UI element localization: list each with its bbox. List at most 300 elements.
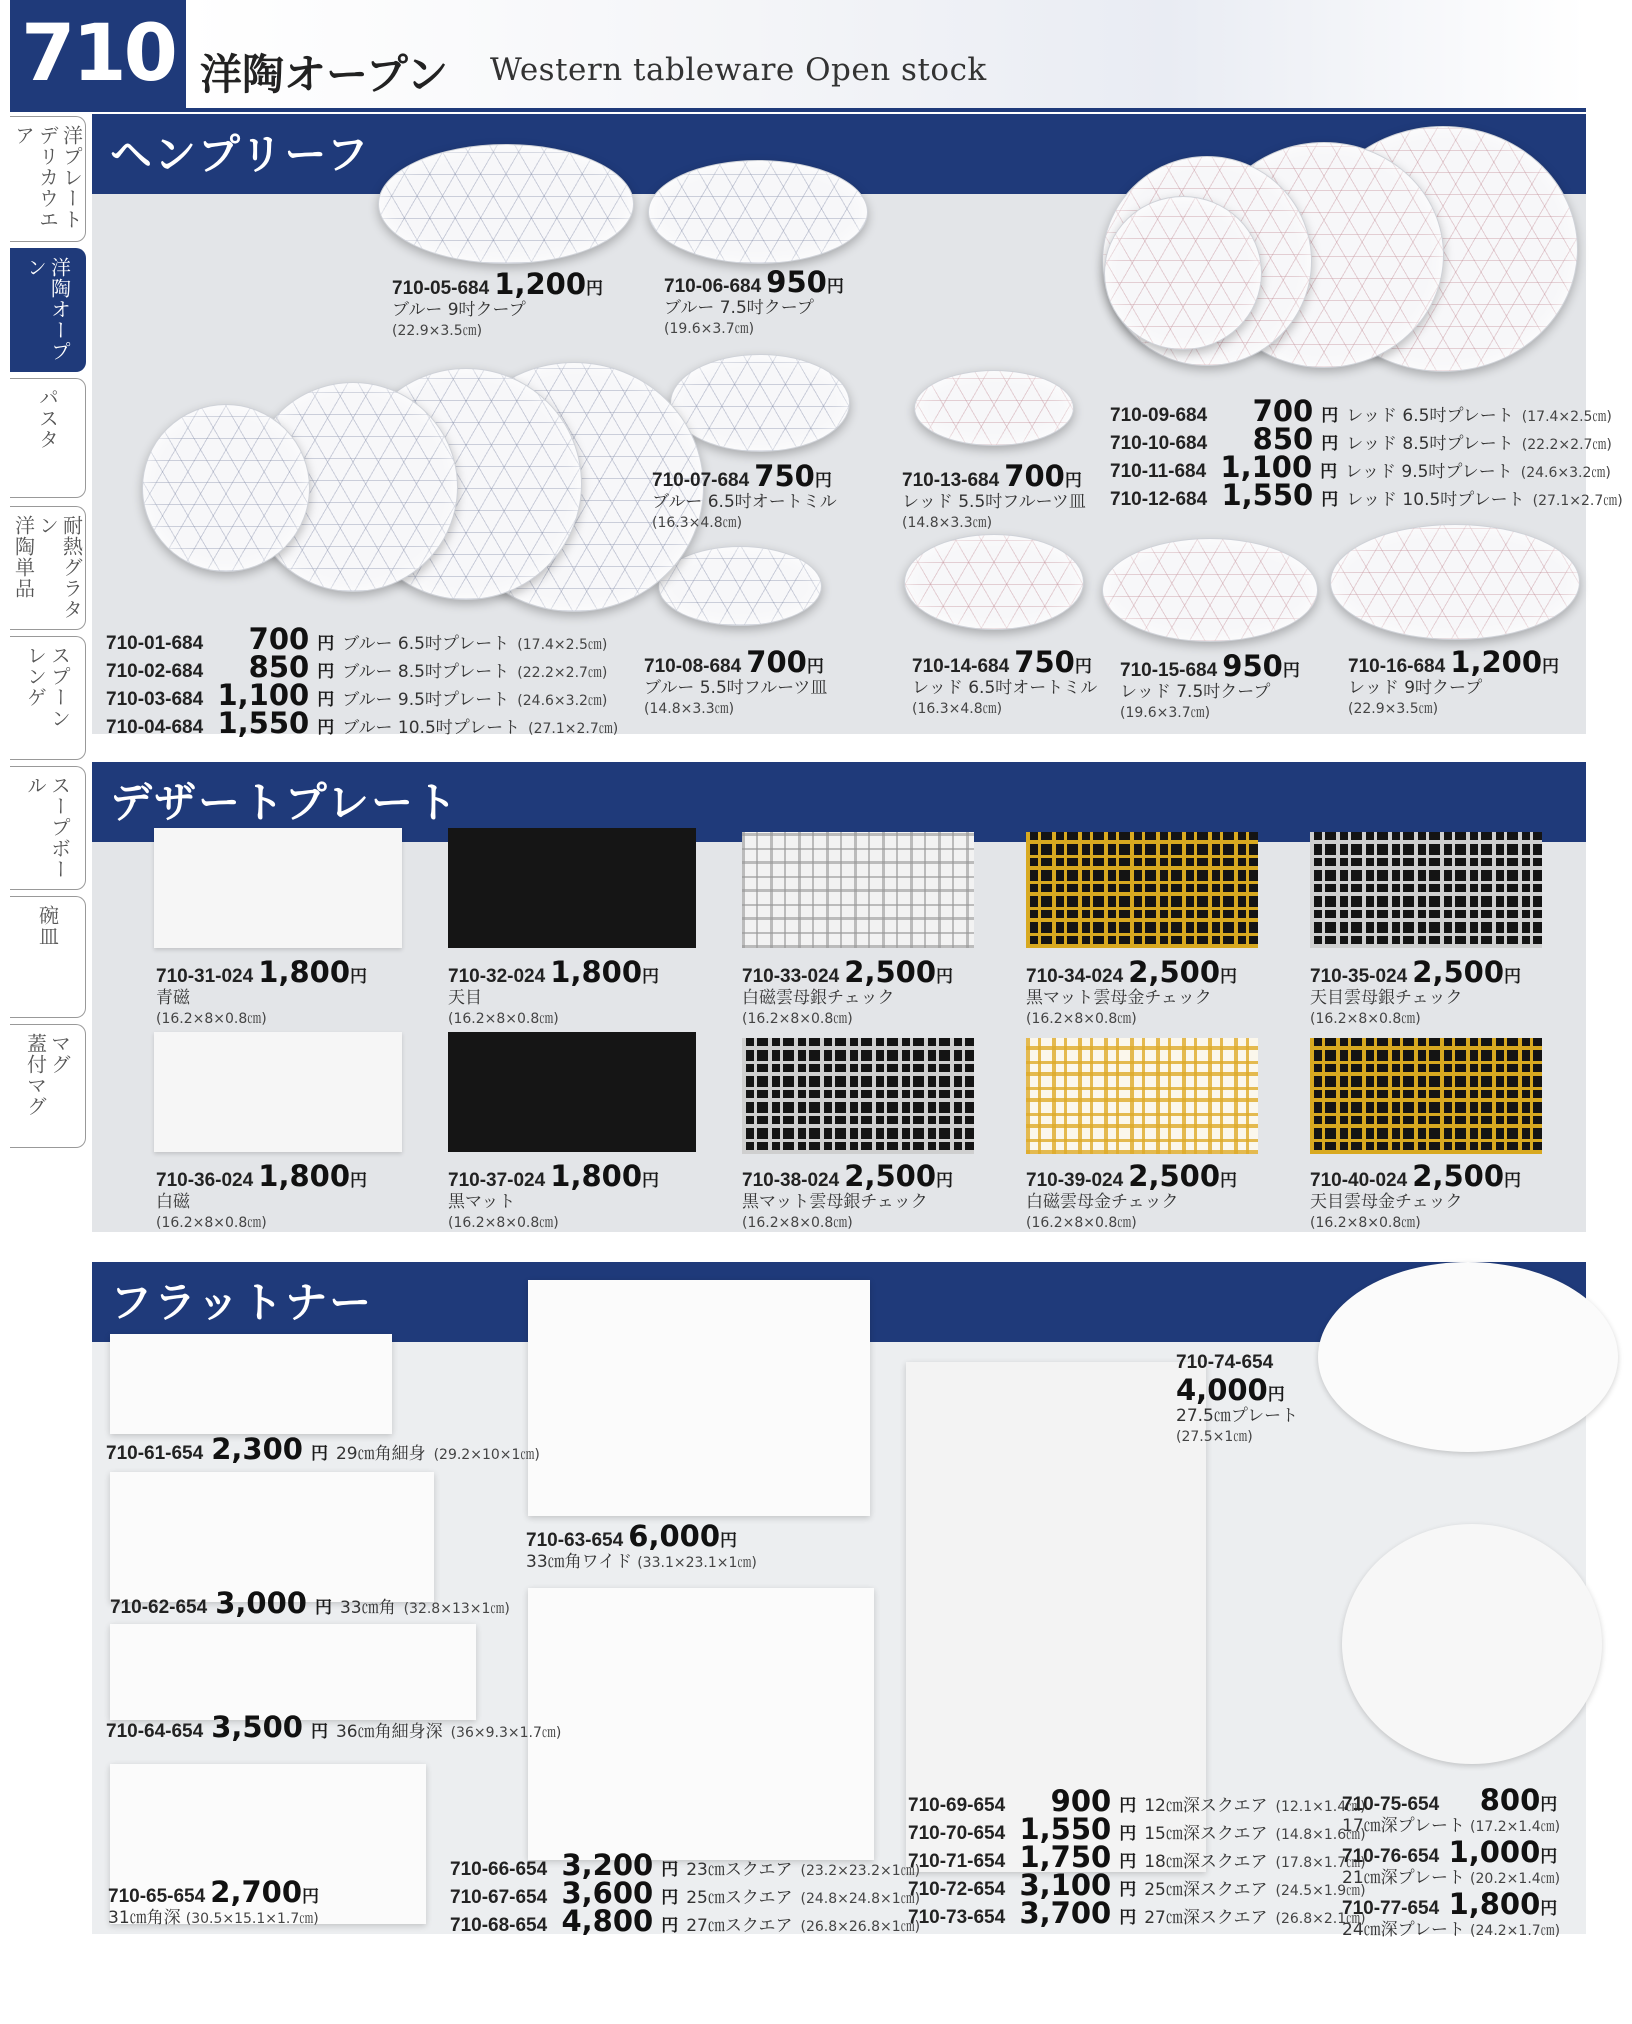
product-710-32: [448, 956, 659, 1027]
product-code: 710-02-684: [106, 661, 204, 682]
product-name: 白磁雲母銀チェック: [742, 988, 895, 1009]
product-name: レッド 9.5吋プレート: [1345, 462, 1513, 482]
yen-mark: 円: [1119, 1908, 1137, 1928]
side-tab-label: スプーン: [47, 645, 72, 729]
product-name: 29㎝角細身: [335, 1444, 426, 1464]
product-size: (16.2×8×0.8㎝): [742, 1214, 853, 1231]
side-tab-pasta[interactable]: [10, 378, 86, 498]
product-price: 2,500: [844, 955, 937, 989]
product-name: 18㎝深スクエア: [1144, 1852, 1268, 1872]
product-name: 黒マット雲母銀チェック: [742, 1192, 928, 1213]
product-price: 800: [1479, 1783, 1541, 1817]
product-name: 33㎝角ワイド: [526, 1552, 633, 1573]
product-price: 1,100: [217, 678, 310, 712]
product-710-40: [1310, 1160, 1521, 1231]
yen-mark: 円: [1119, 1852, 1137, 1872]
product-code: 710-39-024: [1026, 1170, 1124, 1191]
product-code: 710-07-684: [652, 470, 750, 491]
product-size: (33.1×23.1×1㎝): [637, 1555, 757, 1572]
product-710-68: [450, 1904, 920, 1938]
yen-mark: 円: [317, 690, 335, 710]
yen-mark: 円: [317, 634, 335, 654]
product-name: 黒マット雲母金チェック: [1026, 988, 1212, 1009]
product-size: (14.8×3.3㎝): [902, 514, 993, 531]
product-code: 710-04-684: [106, 717, 204, 738]
product-size: (16.2×8×0.8㎝): [448, 1214, 559, 1231]
section-hemp-leaf: [92, 114, 1623, 740]
dessert-plate-image-31: [154, 828, 402, 948]
product-name: 27㎝スクエア: [686, 1916, 793, 1936]
product-710-07: [652, 460, 837, 531]
side-tab-label: 洋プレート: [59, 125, 84, 230]
product-code: 710-66-654: [450, 1859, 548, 1880]
product-size: (12.1×1.4㎝): [1275, 1799, 1366, 1815]
product-710-05: [392, 268, 603, 339]
product-size: (16.2×8×0.8㎝): [448, 1010, 559, 1027]
product-code: 710-74-654: [1176, 1352, 1274, 1373]
product-name: 21㎝深プレート: [1342, 1868, 1465, 1889]
product-size: (16.2×8×0.8㎝): [742, 1010, 853, 1027]
yen-mark: 円: [1542, 657, 1560, 677]
bowl-image-08: [658, 546, 822, 626]
product-price: 950: [766, 265, 827, 299]
product-code: 710-12-684: [1110, 489, 1208, 510]
product-710-64: [106, 1710, 561, 1744]
product-710-62: [110, 1586, 510, 1620]
bowl-image-07: [670, 354, 850, 452]
product-price: 3,200: [561, 1848, 654, 1882]
yen-mark: 円: [1119, 1796, 1137, 1816]
product-price: 3,700: [1019, 1896, 1112, 1930]
product-name: ブルー 9.5吋プレート: [342, 690, 510, 710]
product-name: 25㎝スクエア: [686, 1888, 793, 1908]
product-name: 青磁: [156, 988, 190, 1009]
product-code: 710-72-654: [908, 1879, 1006, 1900]
product-name: 25㎝深スクエア: [1144, 1880, 1268, 1900]
product-710-08: [644, 646, 827, 717]
yen-mark: 円: [1504, 1171, 1522, 1191]
side-tab-label: 洋陶単品: [11, 515, 36, 599]
product-name: レッド 9吋クープ: [1348, 678, 1483, 699]
product-name: 黒マット: [448, 1192, 516, 1213]
product-name: 天目雲母金チェック: [1310, 1192, 1463, 1213]
side-tab-label: スープボール: [23, 775, 72, 880]
section-flattener: [92, 1262, 1586, 1941]
flat-plate-image-square: [528, 1588, 874, 1860]
product-code: 710-70-654: [908, 1823, 1006, 1844]
yen-mark: 円: [1220, 1171, 1238, 1191]
product-code: 710-31-024: [156, 966, 254, 987]
plate-image-06: [648, 160, 868, 264]
product-size: (16.3×4.8㎝): [912, 700, 1003, 717]
section-title: ヘンプリーフ: [110, 130, 371, 179]
product-name: 27.5㎝プレート: [1176, 1406, 1299, 1427]
product-size: (24.6×3.2㎝): [1520, 465, 1611, 481]
product-code: 710-63-654: [526, 1530, 624, 1551]
yen-mark: 円: [936, 967, 954, 987]
yen-mark: 円: [936, 1171, 954, 1191]
side-tab-label: 碗皿: [35, 905, 60, 947]
product-size: (14.8×3.3㎝): [644, 700, 735, 717]
dessert-plate-image-39: [1026, 1038, 1258, 1154]
product-name: 31㎝角深: [108, 1908, 181, 1929]
product-name: ブルー 5.5吋フルーツ皿: [644, 678, 828, 699]
plate-image-01: [142, 404, 310, 572]
product-size: (16.2×8×0.8㎝): [156, 1214, 267, 1231]
product-code: 710-64-654: [106, 1721, 204, 1742]
yen-mark: 円: [1540, 1795, 1558, 1815]
product-710-15: [1120, 650, 1300, 721]
product-price: 3,100: [1019, 1868, 1112, 1902]
side-tab-label: 洋陶オープン: [23, 257, 72, 362]
product-price: 3,000: [215, 1586, 307, 1620]
product-price: 900: [1050, 1784, 1112, 1818]
product-price: 1,750: [1019, 1840, 1112, 1874]
product-name: レッド 8.5吋プレート: [1346, 434, 1514, 454]
plate-image-09: [1104, 196, 1262, 350]
product-name: 36㎝角細身深: [335, 1722, 443, 1742]
product-size: (22.2×2.7㎝): [1521, 437, 1612, 453]
product-size: (30.5×15.1×1.7㎝): [185, 1911, 319, 1928]
product-price: 1,100: [1220, 450, 1313, 484]
side-tab-soup-bowl[interactable]: [10, 766, 86, 890]
yen-mark: 円: [1119, 1824, 1137, 1844]
product-code: 710-05-684: [392, 278, 490, 299]
flat-plate-image-62: [110, 1472, 434, 1602]
product-size: (22.9×3.5㎝): [1348, 700, 1439, 717]
product-size: (27.5×1㎝): [1176, 1428, 1253, 1445]
product-price: 3,500: [211, 1710, 303, 1744]
yen-mark: 円: [310, 1722, 328, 1742]
product-price: 3,600: [561, 1876, 654, 1910]
product-price: 700: [746, 645, 807, 679]
side-tab-label: 蓋付マグ: [23, 1033, 48, 1117]
product-price: 2,500: [1128, 1159, 1221, 1193]
product-size: (16.2×8×0.8㎝): [1310, 1214, 1421, 1231]
product-710-36: [156, 1160, 367, 1231]
product-size: (26.8×26.8×1㎝): [800, 1919, 921, 1935]
product-size: (17.2×1.4㎝): [1470, 1819, 1561, 1836]
product-size: (29.2×10×1㎝): [433, 1447, 540, 1463]
product-code: 710-69-654: [908, 1795, 1006, 1816]
product-size: (22.9×3.5㎝): [392, 322, 483, 339]
side-tab-label: パスタ: [35, 387, 60, 450]
product-710-06: [664, 266, 844, 337]
product-price: 1,800: [550, 955, 643, 989]
flat-plate-image-64: [110, 1624, 476, 1720]
product-name: レッド 10.5吋プレート: [1346, 490, 1525, 510]
yen-mark: 円: [314, 1598, 332, 1618]
product-code: 710-01-684: [106, 633, 204, 654]
side-tab-western-plate[interactable]: [10, 116, 86, 242]
side-tab-label: マグ: [47, 1033, 72, 1075]
plate-image-15: [1102, 538, 1318, 642]
product-price: 850: [248, 650, 310, 684]
dessert-plate-image-34: [1026, 832, 1258, 948]
yen-mark: 円: [1321, 406, 1339, 426]
section-title: デザートプレート: [110, 778, 460, 827]
dessert-plate-image-37: [448, 1032, 696, 1152]
page-number: 710: [10, 0, 186, 108]
product-size: (24.6×3.2㎝): [517, 693, 608, 709]
product-price: 2,700: [210, 1875, 303, 1909]
product-710-63: [526, 1520, 757, 1573]
bowl-image-13: [914, 370, 1074, 446]
flat-plate-image-deep-plate: [1342, 1524, 1602, 1764]
product-price: 750: [754, 459, 815, 493]
product-price: 850: [1252, 422, 1314, 456]
product-size: (24.8×24.8×1㎝): [800, 1891, 921, 1907]
product-price: 4,000: [1176, 1372, 1268, 1407]
section-dessert-plate: [92, 762, 1586, 1232]
product-size: (32.8×13×1㎝): [403, 1601, 510, 1617]
side-tab-label: 耐熱グラタン: [35, 515, 84, 620]
yen-mark: 円: [642, 1171, 660, 1191]
plate-image-05: [378, 144, 634, 264]
product-710-14: [912, 646, 1097, 717]
product-710-33: [742, 956, 953, 1027]
product-price: 1,200: [1450, 645, 1543, 679]
yen-mark: 円: [661, 1888, 679, 1908]
product-code: 710-06-684: [664, 276, 762, 297]
dessert-plate-image-32: [448, 828, 696, 948]
product-710-61: [106, 1432, 540, 1466]
product-price: 4,800: [561, 1904, 654, 1938]
product-710-75: [1342, 1784, 1560, 1837]
product-price: 2,500: [844, 1159, 937, 1193]
yen-mark: 円: [350, 1171, 368, 1191]
product-name: 23㎝スクエア: [686, 1860, 793, 1880]
product-name: 天目: [448, 988, 482, 1009]
product-code: 710-73-654: [908, 1907, 1006, 1928]
product-code: 710-77-654: [1342, 1898, 1440, 1919]
product-code: 710-32-024: [448, 966, 546, 987]
product-710-76: [1342, 1836, 1560, 1889]
yen-mark: 円: [642, 967, 660, 987]
section-title: フラットナー: [110, 1278, 374, 1327]
dessert-plate-image-36: [154, 1032, 402, 1152]
product-code: 710-35-024: [1310, 966, 1408, 987]
product-price: 1,800: [1448, 1887, 1541, 1921]
product-size: (14.8×1.6㎝): [1275, 1827, 1366, 1843]
product-name: 15㎝深スクエア: [1144, 1824, 1268, 1844]
product-name: レッド 7.5吋クープ: [1120, 682, 1271, 703]
product-name: ブルー 9吋クープ: [392, 300, 526, 321]
product-size: (27.1×2.7㎝): [1532, 493, 1623, 509]
product-name: 33㎝角: [339, 1598, 396, 1618]
product-code: 710-61-654: [106, 1443, 204, 1464]
flat-plate-image-61: [110, 1334, 392, 1434]
product-code: 710-67-654: [450, 1887, 548, 1908]
page-subtitle: Western tableware Open stock: [490, 52, 987, 88]
product-name: 白磁: [156, 1192, 190, 1213]
product-code: 710-13-684: [902, 470, 1000, 491]
side-tab-cup-saucer[interactable]: [10, 896, 86, 1018]
product-code: 710-76-654: [1342, 1846, 1440, 1867]
yen-mark: 円: [1540, 1899, 1558, 1919]
product-710-39: [1026, 1160, 1237, 1231]
product-code: 710-40-024: [1310, 1170, 1408, 1191]
product-size: (16.3×4.8㎝): [652, 514, 743, 531]
product-size: (27.1×2.7㎝): [528, 721, 619, 737]
product-code: 710-10-684: [1110, 433, 1208, 454]
dessert-plate-image-40: [1310, 1038, 1542, 1154]
product-size: (17.4×2.5㎝): [1521, 409, 1612, 425]
yen-mark: 円: [317, 718, 335, 738]
product-size: (17.8×1.7㎝): [1275, 1855, 1366, 1871]
side-tab-open-stock[interactable]: [10, 248, 86, 372]
product-size: (16.2×8×0.8㎝): [1026, 1010, 1137, 1027]
product-code: 710-38-024: [742, 1170, 840, 1191]
product-size: (23.2×23.2×1㎝): [800, 1863, 921, 1879]
product-710-04: [106, 706, 618, 740]
product-710-31: [156, 956, 367, 1027]
yen-mark: 円: [1321, 434, 1339, 454]
product-code: 710-71-654: [908, 1851, 1006, 1872]
yen-mark: 円: [1321, 490, 1339, 510]
yen-mark: 円: [317, 662, 335, 682]
yen-mark: 円: [1074, 657, 1092, 677]
product-name: レッド 6.5吋オートミル: [912, 678, 1098, 699]
product-name: 12㎝深スクエア: [1144, 1796, 1268, 1816]
side-tab-label: デリカウエア: [11, 125, 60, 230]
product-price: 1,800: [258, 1159, 351, 1193]
product-code: 710-62-654: [110, 1597, 208, 1618]
yen-mark: 円: [661, 1916, 679, 1936]
yen-mark: 円: [350, 967, 368, 987]
side-tab-gratin[interactable]: [10, 506, 86, 630]
product-price: 6,000: [628, 1519, 721, 1553]
product-size: (36×9.3×1.7㎝): [450, 1725, 562, 1741]
product-price: 1,200: [494, 267, 587, 301]
product-name: 白磁雲母金チェック: [1026, 1192, 1179, 1213]
product-price: 2,500: [1128, 955, 1221, 989]
yen-mark: 円: [310, 1444, 328, 1464]
product-size: (16.2×8×0.8㎝): [1310, 1010, 1421, 1027]
product-name: ブルー 7.5吋クープ: [664, 298, 814, 319]
product-code: 710-16-684: [1348, 656, 1446, 677]
product-name: レッド 6.5吋プレート: [1346, 406, 1514, 426]
yen-mark: 円: [1282, 661, 1300, 681]
product-code: 710-34-024: [1026, 966, 1124, 987]
product-size: (16.2×8×0.8㎝): [1026, 1214, 1137, 1231]
product-size: (19.6×3.7㎝): [664, 320, 755, 337]
product-price: 1,000: [1448, 1835, 1541, 1869]
yen-mark: 円: [1119, 1880, 1137, 1900]
yen-mark: 円: [806, 657, 824, 677]
product-name: ブルー 8.5吋プレート: [342, 662, 510, 682]
product-size: (16.2×8×0.8㎝): [156, 1010, 267, 1027]
product-price: 1,550: [1221, 478, 1314, 512]
product-code: 710-08-684: [644, 656, 742, 677]
dessert-plate-image-35: [1310, 832, 1542, 948]
product-price: 2,500: [1412, 1159, 1505, 1193]
product-price: 1,800: [550, 1159, 643, 1193]
product-code: 710-11-684: [1110, 461, 1207, 482]
product-code: 710-37-024: [448, 1170, 546, 1191]
page-title: 洋陶オープン: [200, 50, 449, 99]
dessert-plate-image-33: [742, 832, 974, 948]
product-name: ブルー 6.5吋オートミル: [652, 492, 837, 513]
product-code: 710-65-654: [108, 1886, 206, 1907]
product-price: 1,550: [1019, 1812, 1112, 1846]
product-710-13: [902, 460, 1086, 531]
plate-image-16: [1330, 524, 1580, 640]
product-code: 710-03-684: [106, 689, 204, 710]
product-name: 27㎝深スクエア: [1144, 1908, 1268, 1928]
bowl-image-14: [904, 534, 1084, 630]
product-price: 700: [1004, 459, 1065, 493]
yen-mark: 円: [1320, 462, 1338, 482]
product-710-16: [1348, 646, 1559, 717]
product-size: (22.2×2.7㎝): [517, 665, 608, 681]
yen-mark: 円: [1220, 967, 1238, 987]
product-710-37: [448, 1160, 659, 1231]
product-710-34: [1026, 956, 1237, 1027]
product-size: (24.5×1.9㎝): [1275, 1883, 1366, 1899]
yen-mark: 円: [302, 1887, 320, 1907]
product-name: レッド 5.5吋フルーツ皿: [902, 492, 1086, 513]
product-price: 2,500: [1412, 955, 1505, 989]
product-name: 17㎝深プレート: [1342, 1816, 1465, 1837]
yen-mark: 円: [1267, 1384, 1285, 1405]
product-710-73: [908, 1896, 1366, 1930]
yen-mark: 円: [586, 279, 604, 299]
product-size: (20.2×1.4㎝): [1470, 1871, 1561, 1888]
side-tab-mug[interactable]: [10, 1024, 86, 1148]
yen-mark: 円: [720, 1531, 738, 1551]
product-name: 天目雲母銀チェック: [1310, 988, 1463, 1009]
product-710-65: [108, 1876, 319, 1929]
product-code: 710-14-684: [912, 656, 1010, 677]
product-size: (24.2×1.7㎝): [1470, 1923, 1561, 1940]
header-rule: [10, 108, 1586, 112]
product-code: 710-09-684: [1110, 405, 1208, 426]
product-name: ブルー 6.5吋プレート: [342, 634, 510, 654]
product-710-12: [1110, 478, 1623, 512]
product-price: 750: [1014, 645, 1075, 679]
product-price: 950: [1222, 649, 1283, 683]
yen-mark: 円: [814, 471, 832, 491]
product-code: 710-75-654: [1342, 1794, 1440, 1815]
product-price: 700: [1252, 394, 1314, 428]
product-710-35: [1310, 956, 1521, 1027]
product-price: 1,550: [217, 706, 310, 740]
flat-plate-image-63: [528, 1280, 870, 1516]
product-size: (19.6×3.7㎝): [1120, 704, 1211, 721]
yen-mark: 円: [1504, 967, 1522, 987]
product-name: 24㎝深プレート: [1342, 1920, 1465, 1941]
product-size: (26.8×2.1㎝): [1275, 1911, 1366, 1927]
product-710-74: [1176, 1352, 1298, 1445]
product-710-77: [1342, 1888, 1560, 1941]
yen-mark: 円: [826, 277, 844, 297]
product-710-38: [742, 1160, 953, 1231]
yen-mark: 円: [1064, 471, 1082, 491]
product-price: 2,300: [211, 1432, 303, 1466]
flat-plate-image-74: [1318, 1262, 1618, 1452]
dessert-plate-image-38: [742, 1038, 974, 1154]
product-price: 1,800: [258, 955, 351, 989]
yen-mark: 円: [661, 1860, 679, 1880]
product-size: (17.4×2.5㎝): [517, 637, 608, 653]
product-code: 710-36-024: [156, 1170, 254, 1191]
product-price: 700: [248, 622, 310, 656]
product-code: 710-68-654: [450, 1915, 548, 1936]
product-code: 710-15-684: [1120, 660, 1218, 681]
side-tab-spoon[interactable]: [10, 636, 86, 760]
side-tab-label: レンゲ: [23, 645, 48, 708]
